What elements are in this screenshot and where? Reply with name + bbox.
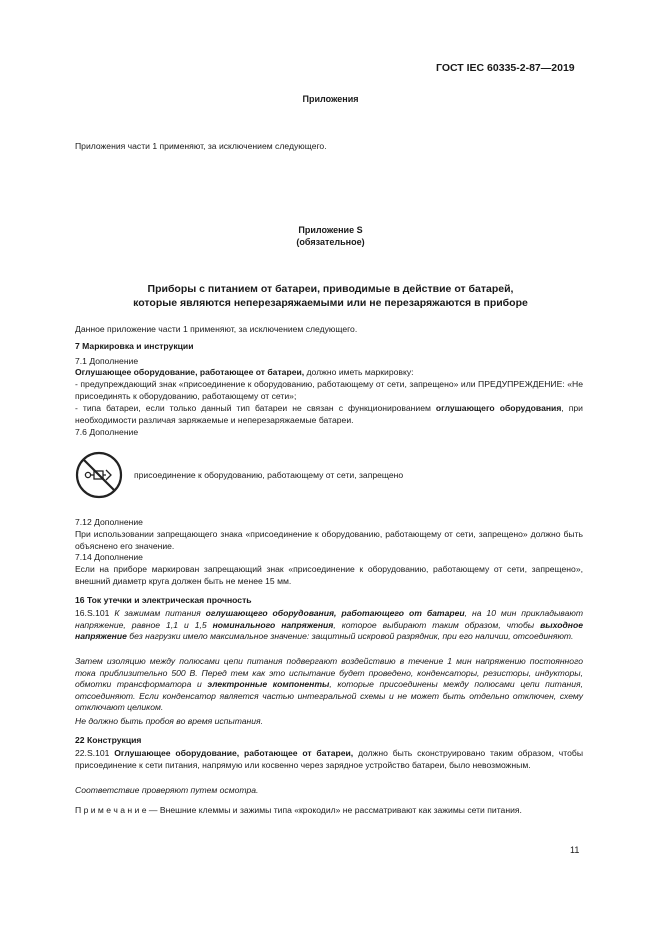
clause-7-6: 7.6 Дополнение bbox=[75, 427, 139, 437]
clause-7-12: 7.12 Дополнение bbox=[75, 517, 143, 527]
appendices-title: Приложения bbox=[302, 94, 359, 104]
section-7-title: 7 Маркировка и инструкции bbox=[75, 341, 194, 351]
list-item-battery-type bbox=[75, 403, 583, 426]
annex-intro: Данное приложение части 1 применяют, за исключением следующего. bbox=[75, 324, 358, 334]
text-fragment: должно быть сконструировано таким образом, чтобы присоединение к сети питания, напрямую или косвенно через зарядное устройство батареи, было невозможным. bbox=[75, 748, 583, 770]
text-fragment: - типа батареи, если только данный тип батареи не связан с функционированием bbox=[75, 403, 436, 413]
text-fragment: , на 10 мин прикладывают напряжение, равное 1,1 и 1,5 bbox=[75, 608, 584, 630]
list-item-warning-sign: - предупреждающий знак «присоединение к оборудованию, работающему от сети, запрещено» или ПРЕДУПРЕЖДЕНИЕ: «Не присоединять к оборудованию, работающему от сети»; bbox=[75, 379, 583, 401]
term-stunning-equipment: Оглушающее оборудование, работающее от батареи, bbox=[114, 748, 354, 758]
annex-heading-line1: Приборы с питанием от батареи, приводимые в действие от батарей, bbox=[147, 283, 514, 295]
text-fragment: должно иметь маркировку: bbox=[304, 367, 414, 377]
clause-22-compliance: Соответствие проверяют путем осмотра. bbox=[75, 785, 259, 795]
text-fragment: Затем изоляцию между полюсами цепи питания подвергают воздействию в течение 1 мин напряжению постоянного тока приблизительно 500 В. Перед тем как это испытание будет проведено, конденсаторы, резисторы, индукторы, обмотки трансформатора и bbox=[75, 656, 583, 690]
appendices-note: Приложения части 1 применяют, за исключением следующего. bbox=[75, 141, 327, 151]
text-fragment: без нагрузки имело максимальное значение: защитный искровой разрядник, при его наличии, отсоединяют. bbox=[126, 631, 574, 642]
term-output-voltage: выходное напряжение bbox=[75, 619, 583, 642]
clause-16-s-101 bbox=[75, 608, 583, 643]
clause-16-insulation bbox=[75, 656, 583, 714]
text-fragment: К зажимам питания bbox=[114, 608, 206, 618]
annex-heading-line2: которые являются неперезаряжаемыми или не перезаряжаются в приборе bbox=[133, 297, 528, 309]
section-22-title: 22 Конструкция bbox=[75, 735, 142, 745]
clause-7-1: 7.1 Дополнение bbox=[75, 356, 139, 366]
clause-16-no-breakdown: Не должно быть пробоя во время испытания. bbox=[75, 716, 264, 726]
text-fragment: , которое выбирают таким образом, чтобы bbox=[333, 619, 541, 630]
clause-7-1-text bbox=[75, 367, 583, 379]
term-stunning-equipment: Оглушающее оборудование, работающее от батареи, bbox=[75, 367, 305, 377]
no-mains-connection-icon bbox=[75, 451, 123, 499]
annex-status: (обязательное) bbox=[296, 237, 365, 247]
annex-title: Приложение S bbox=[298, 225, 363, 235]
clause-number: 22.S.101 bbox=[75, 748, 115, 758]
term-stunning-equipment: оглушающего оборудования bbox=[435, 403, 562, 413]
text-fragment: , при необходимости различая заряжаемые и неперезаряжаемые батареи. bbox=[75, 403, 583, 425]
clause-7-12-text: При использовании запрещающего знака «присоединение к оборудованию, работающему от сети, запрещено» должно быть объяснено его значение. bbox=[75, 529, 583, 551]
sign-caption: присоединение к оборудованию, работающему от сети, запрещено bbox=[134, 470, 404, 480]
text-fragment: , которые присоединены между полюсами цепи питания, отсоединяют. Если конденсатор является частью интегральной схемы и не может быть отдельно отключен, схему отключают целиком. bbox=[75, 679, 583, 713]
clause-number: 16.S.101 bbox=[75, 608, 115, 618]
note-text: — Внешние клеммы и зажимы типа «крокодил» не рассматривают как зажимы сети питания. bbox=[146, 805, 522, 815]
standard-header: ГОСТ IEC 60335-2-87—2019 bbox=[436, 62, 575, 74]
section-16-title: 16 Ток утечки и электрическая прочность bbox=[75, 595, 252, 605]
note-label: П р и м е ч а н и е bbox=[75, 805, 147, 815]
clause-7-14-text: Если на приборе маркирован запрещающий знак «присоединение к оборудованию, работающему от сети, запрещено», внешний диаметр круга должен быть не менее 15 мм. bbox=[75, 564, 583, 586]
term-rated-voltage: номинального напряжения bbox=[212, 619, 334, 630]
clause-22-s-101 bbox=[75, 748, 583, 771]
page-number: 11 bbox=[570, 845, 580, 855]
term-electronic-components: электронные компоненты bbox=[207, 679, 330, 690]
clause-22-note bbox=[75, 805, 583, 817]
clause-7-14: 7.14 Дополнение bbox=[75, 552, 143, 562]
term-stunning-equipment: оглушающего оборудования, работающего от батареи bbox=[205, 608, 465, 618]
